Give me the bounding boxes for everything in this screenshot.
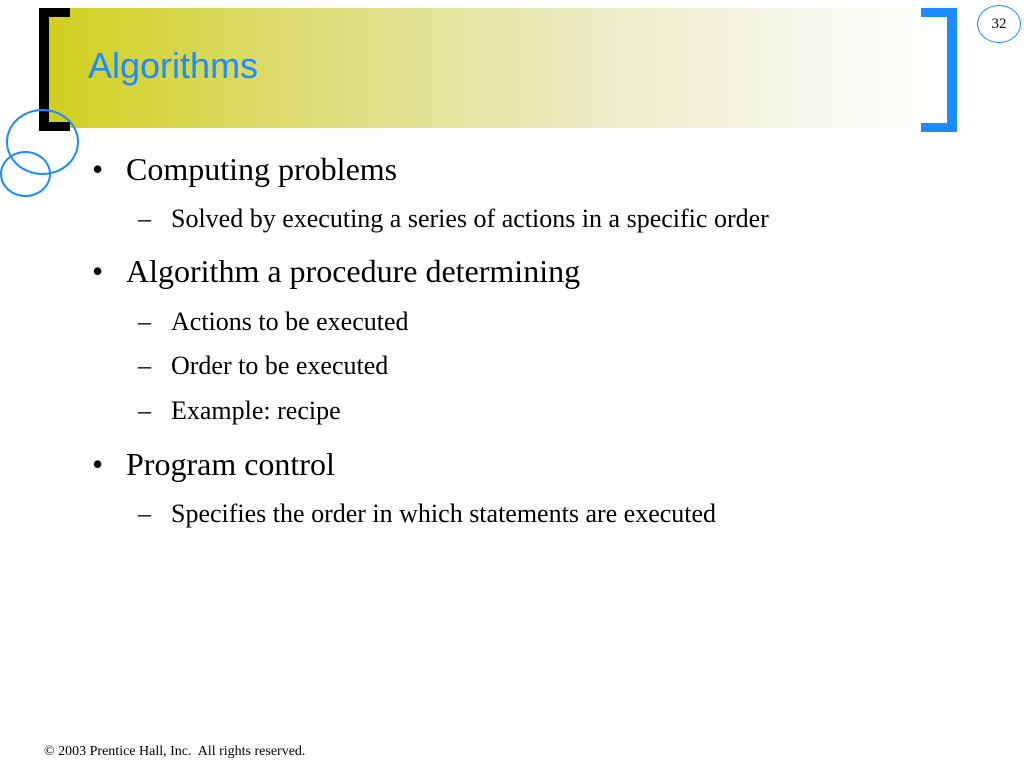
- sub-bullet-text: Solved by executing a series of actions in a specific order: [171, 204, 769, 233]
- slide-title: Algorithms: [88, 45, 259, 86]
- sub-bullet-marker: –: [138, 351, 151, 380]
- right-bracket-decoration: [921, 8, 957, 132]
- bullet-marker: •: [92, 253, 104, 289]
- bullet-text: Computing problems: [126, 151, 398, 187]
- sub-bullet-marker: –: [138, 307, 151, 336]
- sub-bullet-marker: –: [138, 499, 151, 528]
- bullet-text: Program control: [126, 446, 335, 482]
- copyright-footer: © 2003 Prentice Hall, Inc. All rights reserved.: [44, 744, 306, 759]
- bullet-marker: •: [92, 446, 104, 482]
- decorative-circle: [0, 151, 51, 197]
- sub-bullet-marker: –: [138, 204, 151, 233]
- sub-bullet-text: Example: recipe: [171, 396, 341, 425]
- slide-number-text: 32: [991, 15, 1007, 32]
- slide-number: [977, 5, 1021, 43]
- sub-bullet-text: Actions to be executed: [171, 307, 409, 336]
- sub-bullet-text: Order to be executed: [171, 351, 389, 380]
- sub-bullet-marker: –: [138, 396, 151, 425]
- bullet-marker: •: [92, 151, 104, 187]
- sub-bullet-text: Specifies the order in which statements are executed: [171, 499, 717, 528]
- bullet-text: Algorithm a procedure determining: [126, 253, 581, 289]
